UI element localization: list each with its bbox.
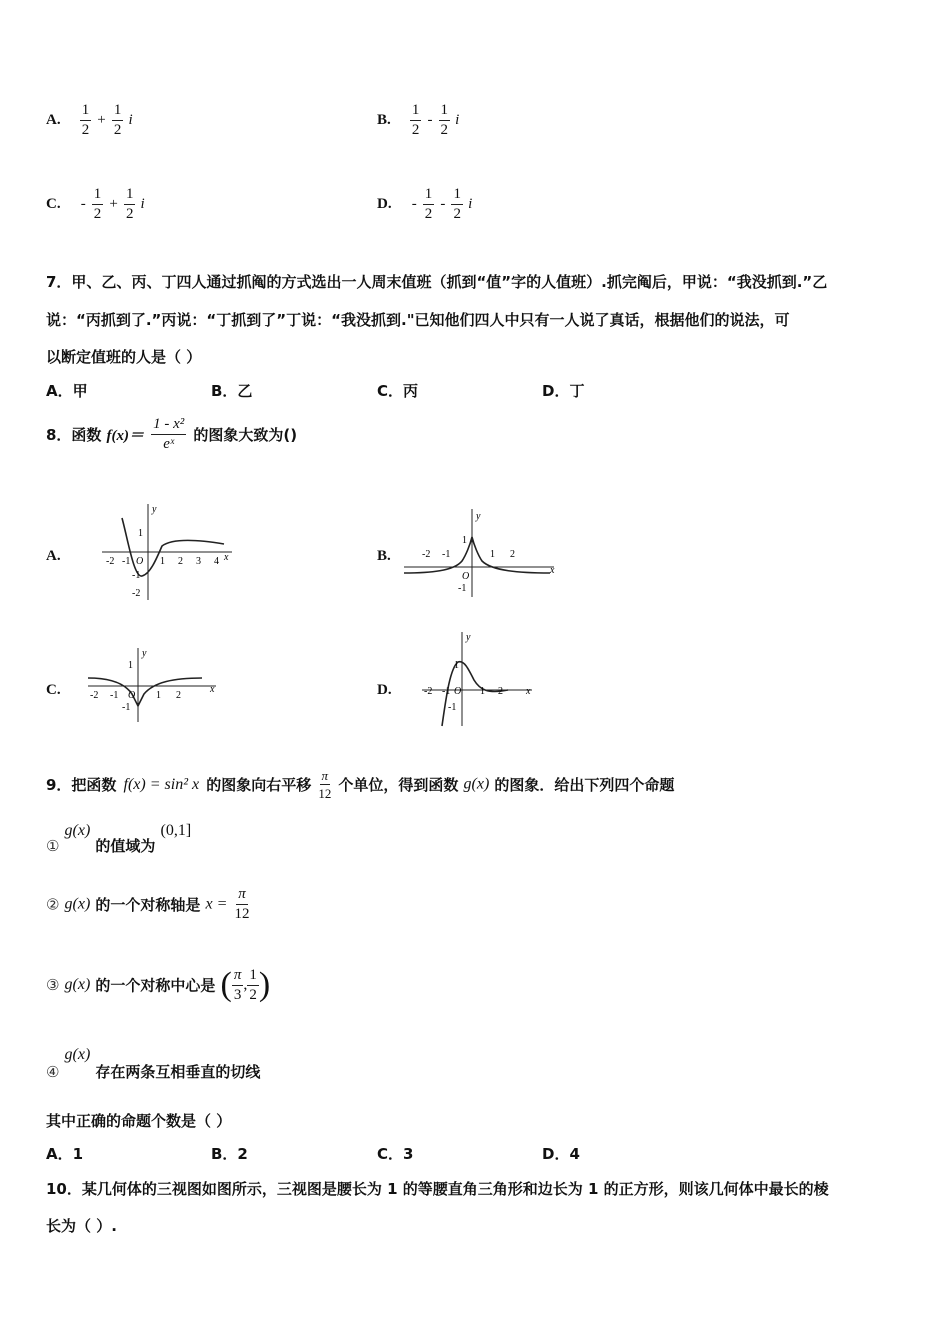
proposition-text: 的一个对称中心是 [95,976,216,995]
numerator: 1 [439,102,451,121]
axis-fraction [233,886,252,923]
proposition-g: g(x) [64,976,91,993]
axis-label: y [466,632,471,643]
center-y-fraction [247,967,259,1004]
fraction [439,102,451,139]
tick-label: -1 [132,570,141,581]
imaginary-unit: i [468,196,473,212]
imaginary-unit: i [128,112,133,128]
operator: - [440,196,446,212]
proposition-text: 的值域为 [95,837,156,855]
tick-label: 1 [454,660,459,671]
q8-fraction [151,416,186,453]
proposition-mark: ④ [46,1063,60,1081]
q8-function-name: f(x)＝ [106,428,145,444]
center-x-fraction [232,967,244,1004]
tick-label: 1 [156,690,161,701]
denominator: 2 [93,206,102,222]
curve [122,518,224,576]
imaginary-unit: i [455,112,460,128]
axis-label: x [550,565,555,576]
proposition-mark: ① [46,837,60,855]
proposition-mark: ③ [46,976,60,994]
operator: - [427,112,433,128]
q9-mid-2: 个单位，得到函数 [338,776,459,794]
q8-suffix: 的图象大致为() [193,426,298,444]
tick-label: -1 [458,583,467,594]
tick-label: -2 [90,690,99,701]
q8-graph-c [84,644,224,724]
q6-option-a [46,102,133,139]
denominator: 2 [125,206,134,222]
denominator: 2 [81,122,90,138]
denominator: 2 [411,122,420,138]
axis-label: x [210,684,215,695]
tick-label: 3 [196,556,201,567]
q7-option-c: C．丙 [377,382,419,400]
sign: - [80,196,86,212]
proposition-g: g(x) [64,895,91,913]
tick-label: 2 [178,556,183,567]
q9-stem [46,768,674,801]
q7-option-a: A．甲 [46,382,88,400]
axis-lhs: x = [205,895,228,913]
q8-graph-d [418,628,538,728]
q10-line-1: 10．某几何体的三视图如图所示，三视图是腰长为 1 的等腰直角三角形和边长为 1 的正方形，则该几何体中最长的棱 [46,1180,829,1198]
tick-label: 1 [480,686,485,697]
fraction [80,102,92,139]
tick-label: 1 [462,535,467,546]
tick-label: 1 [490,549,495,560]
tick-label: -1 [122,702,131,713]
denominator: 2 [113,122,122,138]
axis-label: x [526,686,531,697]
tick-label: O [462,571,470,582]
tick-label: -2 [424,686,433,697]
q9-proposition-3 [46,966,270,1004]
numerator: 1 [92,186,104,205]
imaginary-unit: i [140,196,145,212]
q9-g: g(x) [463,775,490,793]
fraction [451,186,463,223]
tick-label: -1 [122,556,131,567]
tick-label: O [136,556,144,567]
operator: + [97,112,106,128]
tick-label: -2 [132,588,141,599]
numerator: π [321,768,329,783]
tick-label: O [454,686,462,697]
q8-option-d: D. [377,682,392,698]
fraction [124,186,136,223]
q9-option-d: D．4 [542,1145,580,1163]
numerator: 1 [410,102,422,121]
q8-prefix: 8．函数 [46,426,102,444]
q9-option-b: B．2 [211,1145,248,1163]
numerator: π [232,967,244,986]
fraction [423,186,435,223]
tick-label: -1 [448,702,457,713]
tick-label: 1 [160,556,165,567]
tick-label: -2 [422,549,431,560]
q8-option-b: B. [377,548,391,564]
q7-line-1: 7．甲、乙、丙、丁四人通过抓阄的方式选出一人周末值班（抓到“值”字的人值班）.抓完阄后，甲说：“我没抓到.”乙 [46,273,828,291]
q9-proposition-1 [46,822,191,856]
q7-option-b: B．乙 [211,382,253,400]
numerator: 1 [451,186,463,205]
proposition-g: g(x) [64,1046,91,1063]
option-label: B. [377,112,391,128]
q9-option-a: A．1 [46,1145,84,1163]
q8-stem [46,416,297,453]
option-label: C. [46,196,61,212]
operator: + [109,196,118,212]
axis-label: y [152,504,157,515]
denominator: 3 [233,986,242,1003]
option-label: D. [377,196,392,212]
tick-label: -1 [442,549,451,560]
q9-option-c: C．3 [377,1145,414,1163]
q10-line-2: 长为（ ）. [46,1217,117,1235]
proposition-math: (0,1] [160,822,192,839]
q8-numerator: 1 - x² [151,416,186,435]
q7-option-d: D．丁 [542,382,585,400]
q9-prefix: 9．把函数 [46,776,117,794]
option-label: A. [46,112,61,128]
q6-option-d [377,186,472,223]
axis-label: y [476,511,481,522]
curve [88,678,202,706]
tick-label: 2 [498,686,503,697]
proposition-text: 的一个对称轴是 [95,896,201,914]
tick-label: O [128,690,136,701]
q6-option-b [377,102,459,139]
q6-option-c [46,186,145,223]
numerator: 1 [247,967,259,986]
q9-suffix: 的图象．给出下列四个命题 [494,776,675,794]
proposition-text: 存在两条互相垂直的切线 [95,1063,261,1081]
tick-label: -2 [106,556,115,567]
q9-shift-fraction [316,768,333,801]
q8-denominator: eˣ [163,436,175,452]
denominator: 2 [424,206,433,222]
tick-label: 4 [214,556,219,567]
numerator: π [236,886,248,905]
denominator: 2 [440,122,449,138]
tick-label: -1 [442,686,451,697]
tick-label: 1 [138,528,143,539]
q8-option-a: A. [46,548,61,564]
proposition-g: g(x) [64,822,91,839]
left-paren: ( [220,966,232,1003]
tick-label: 2 [510,549,515,560]
fraction [112,102,124,139]
q8-option-c: C. [46,682,61,698]
q8-graph-a [98,500,238,605]
numerator: 1 [124,186,136,205]
axis-label: x [224,552,229,563]
q9-proposition-4 [46,1046,260,1082]
q9-proposition-2 [46,886,252,923]
numerator: 1 [80,102,92,121]
tick-label: 2 [176,690,181,701]
q9-mid-1: 的图象向右平移 [206,776,312,794]
axis-label: y [142,648,147,659]
comma: , [243,976,248,993]
fraction [410,102,422,139]
fraction [92,186,104,223]
numerator: 1 [423,186,435,205]
q8-graph-b [400,505,562,600]
denominator: 12 [234,906,250,922]
sign: - [411,196,417,212]
tick-label: -1 [110,690,119,701]
denominator: 2 [249,986,257,1003]
right-paren: ) [258,966,271,1003]
proposition-mark: ② [46,895,60,914]
q9-f-definition: f(x) = sin² x [123,775,200,793]
numerator: 1 [112,102,124,121]
q7-line-2: 说：“丙抓到了.”丙说：“丁抓到了”丁说：“我没抓到."已知他们四人中只有一人说了真话，根据他们的说法，可 [46,311,790,329]
denominator: 2 [453,206,461,222]
q9-question: 其中正确的命题个数是（ ） [46,1112,232,1130]
denominator: 12 [318,786,332,801]
q7-line-3: 以断定值班的人是（ ） [46,348,202,366]
tick-label: 1 [128,660,133,671]
